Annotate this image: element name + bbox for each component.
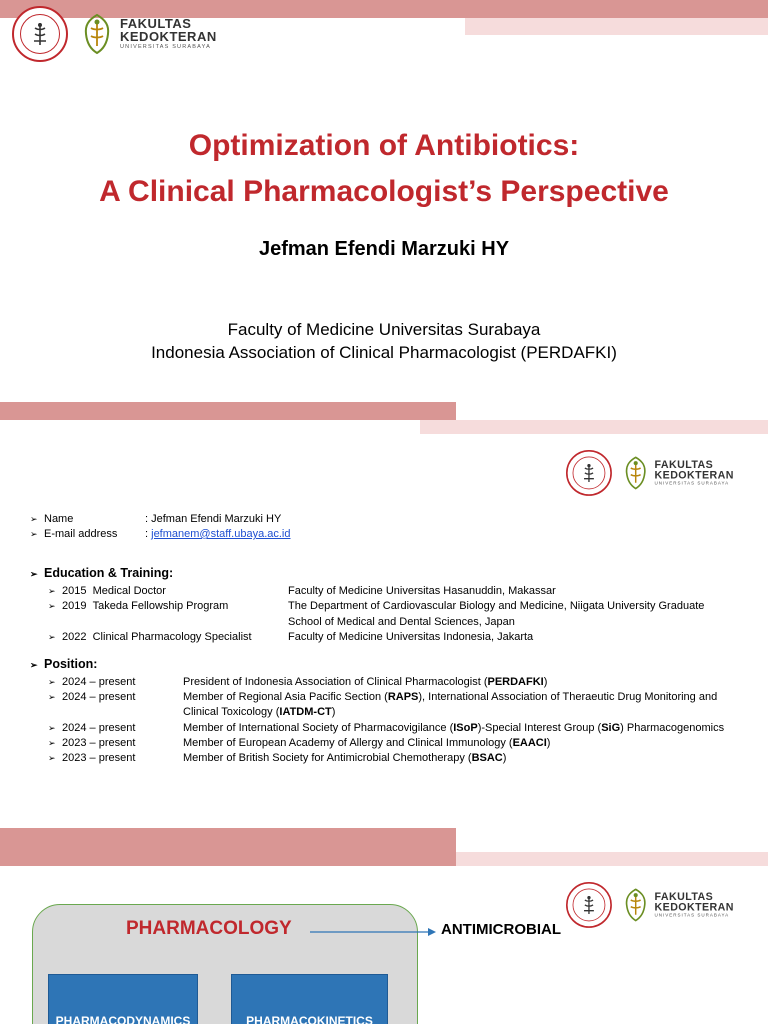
header-logos: [566, 450, 734, 496]
arrow-bullet-icon: ➢: [48, 601, 56, 611]
position-heading: ➢ Position:: [30, 657, 98, 671]
arrow-bullet-icon: ➢: [30, 660, 38, 670]
wordmark-line1: FAKULTAS: [654, 890, 714, 903]
position-role: Member of British Society for Antimicrobial Chemotherapy (BSAC): [183, 752, 507, 764]
profile-email-label: ➢ E-mail address: [30, 528, 118, 540]
pharmacology-slide: [0, 866, 768, 1024]
position-role: Member of Regional Asia Pacific Section (RAPS), International Association of Theraeutic Drug Monitoring and: [183, 691, 718, 703]
author-name: Jefman Efendi Marzuki HY: [258, 238, 510, 260]
education-institution: Faculty of Medicine Universitas Indonesia, Jakarta: [288, 631, 534, 643]
faculty-wordmark: [120, 17, 217, 51]
position-period: ➢ 2023 – present: [48, 737, 136, 749]
arrow-bullet-icon: ➢: [48, 723, 56, 733]
education-institution: The Department of Cardiovascular Biology and Medicine, Niigata University Graduate: [288, 600, 705, 612]
slide1-bottom-band-dark: [0, 402, 456, 420]
arrow-bullet-icon: ➢: [30, 529, 38, 539]
fk-ubaya-crest-logo: [80, 12, 114, 56]
header-logos: [12, 6, 217, 62]
affiliation-line-1: Faculty of Medicine Universitas Surabaya: [227, 320, 541, 339]
education-item: ➢ 2022 Clinical Pharmacology Specialist: [48, 631, 252, 643]
position-role: Member of International Society of Pharmacovigilance (ISoP)-Special Interest Group (SiG) Pharmacogenomics: [183, 722, 725, 734]
position-role: Member of European Academy of Allergy and Clinical Immunology (EAACI): [183, 737, 551, 749]
position-period: ➢ 2024 – present: [48, 722, 136, 734]
top-band-light: [465, 18, 768, 35]
arrow-bullet-icon: ➢: [48, 692, 56, 702]
perdafki-seal-logo: [566, 450, 612, 496]
arrow-bullet-icon: ➢: [48, 677, 56, 687]
arrow-bullet-icon: ➢: [30, 514, 38, 524]
slide2-bottom-band-dark: [0, 828, 456, 866]
position-role: President of Indonesia Association of Clinical Pharmacologist (PERDAFKI): [183, 676, 548, 688]
wordmark-line1: FAKULTAS: [120, 16, 192, 32]
arrow-bullet-icon: ➢: [48, 738, 56, 748]
slide1-bottom-band-light: [420, 420, 768, 434]
faculty-wordmark: [655, 459, 734, 486]
wordmark-line1: FAKULTAS: [654, 458, 714, 471]
position-period: ➢ 2024 – present: [48, 691, 136, 703]
position-role-cont: Clinical Toxicology (IATDM-CT): [183, 706, 336, 718]
wordmark-line3: UNIVERSITAS SURABAYA: [120, 44, 211, 51]
fk-ubaya-crest-logo: [622, 455, 650, 491]
education-institution-cont: School of Medical and Dental Sciences, Japan: [288, 616, 515, 628]
faculty-wordmark: [655, 891, 734, 918]
position-period: ➢ 2023 – present: [48, 752, 136, 764]
profile-email-value: : jefmanem@staff.ubaya.ac.id: [145, 528, 291, 540]
arrow-bullet-icon: ➢: [48, 632, 56, 642]
wordmark-line2: KEDOKTERAN: [654, 469, 734, 482]
education-item: ➢ 2015 Medical Doctor: [48, 585, 166, 597]
arrow-bullet-icon: ➢: [30, 569, 38, 579]
education-item: ➢ 2019 Takeda Fellowship Program: [48, 600, 229, 612]
education-heading: ➢ Education & Training:: [30, 566, 174, 580]
perdafki-seal-logo: [566, 882, 612, 928]
perdafki-seal-logo: [12, 6, 68, 62]
arrow-bullet-icon: ➢: [48, 753, 56, 763]
wordmark-line2: KEDOKTERAN: [120, 29, 217, 45]
pharmacokinetics-box: PHARMACOKINETICS: [231, 974, 388, 1024]
email-link[interactable]: jefmanem@staff.ubaya.ac.id: [151, 528, 291, 540]
slide2-bottom-band-light: [456, 852, 768, 866]
antimicrobial-label: ANTIMICROBIAL: [441, 921, 561, 938]
header-logos: [566, 882, 734, 928]
position-period: ➢ 2024 – present: [48, 676, 136, 688]
affiliation-line-2: Indonesia Association of Clinical Pharmacologist (PERDAFKI): [151, 343, 617, 362]
education-institution: Faculty of Medicine Universitas Hasanuddin, Makassar: [288, 585, 556, 597]
profile-name-label: ➢ Name: [30, 513, 74, 525]
wordmark-line2: KEDOKTERAN: [654, 901, 734, 914]
connector-arrow-icon: [310, 926, 440, 938]
title-line-1: Optimization of Antibiotics:: [188, 129, 580, 162]
fk-ubaya-crest-logo: [622, 887, 650, 923]
profile-name-value: : Jefman Efendi Marzuki HY: [145, 513, 282, 525]
pharmacology-label: PHARMACOLOGY: [126, 918, 292, 939]
profile-slide: [0, 434, 768, 828]
wordmark-line3: UNIVERSITAS SURABAYA: [654, 913, 730, 919]
title-slide: [0, 0, 768, 402]
title-line-2: A Clinical Pharmacologist’s Perspective: [99, 175, 669, 208]
wordmark-line3: UNIVERSITAS SURABAYA: [654, 481, 730, 487]
arrow-bullet-icon: ➢: [48, 586, 56, 596]
pharmacodynamics-box: PHARMACODYNAMICS: [48, 974, 198, 1024]
